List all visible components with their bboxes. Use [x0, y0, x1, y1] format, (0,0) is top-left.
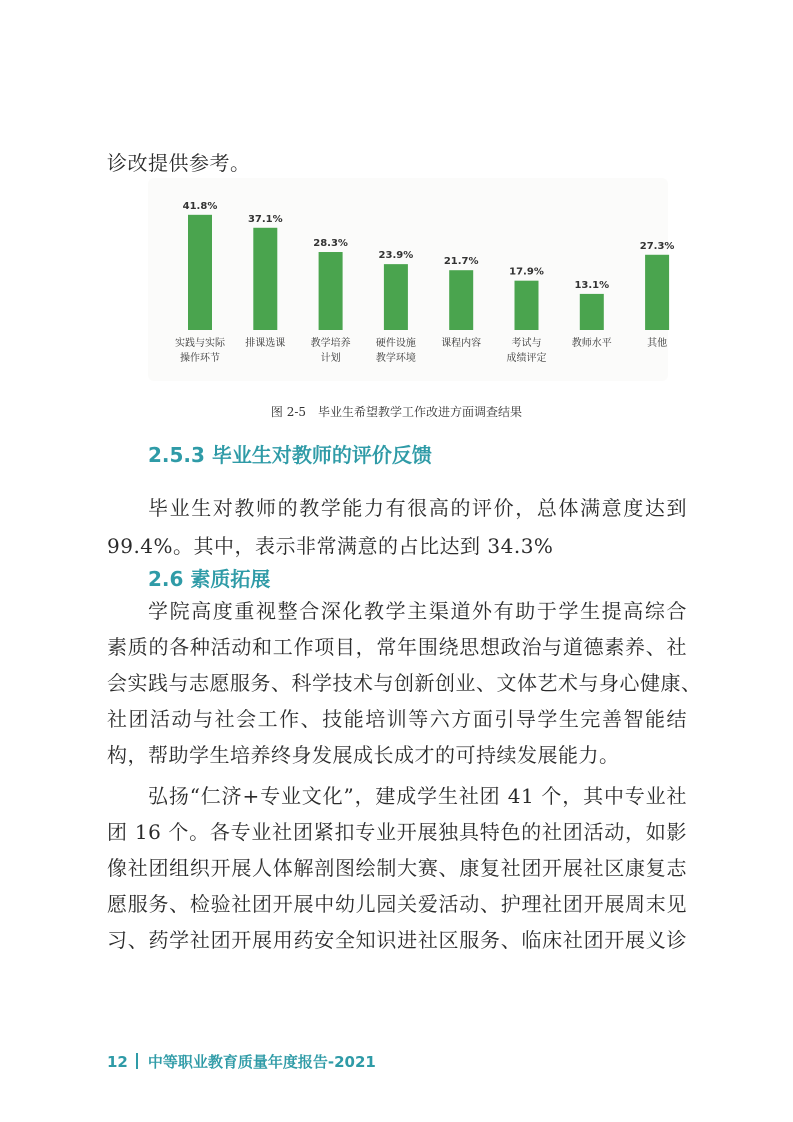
category-label: 排课选课 [245, 338, 286, 349]
figure-caption: 图 2-5 毕业生希望教学工作改进方面调查结果 [270, 405, 523, 419]
category-label: 教师水平 [571, 338, 612, 349]
body-line: 99.4%。其中，表示非常满意的占比达到 34.3% [107, 534, 554, 558]
bar-value-label: 13.1% [574, 279, 610, 291]
bar [645, 255, 669, 330]
footer-divider [136, 1053, 138, 1069]
body-line: 会实践与志愿服务、科学技术与创新创业、文体艺术与身心健康、 [107, 671, 702, 695]
body-line: 构，帮助学生培养终身发展成长成才的可持续发展能力。 [107, 743, 620, 767]
body-line: 社团活动与社会工作、技能培训等六方面引导学生完善智能结 [107, 707, 687, 731]
section-2-5-3-heading: 2.5.3 毕业生对教师的评价反馈 [148, 443, 432, 467]
body-line: 素质的各种活动和工作项目，常年围绕思想政治与道德素养、社 [107, 635, 687, 659]
bar-chart [148, 178, 675, 381]
bar-value-label: 23.9% [378, 250, 414, 262]
body-line: 学院高度重视整合深化教学主渠道外有助于学生提高综合 [148, 599, 687, 623]
body-line: 愿服务、检验社团开展中幼儿园关爱活动、护理社团开展周末见 [107, 892, 687, 916]
page-footer [107, 1051, 376, 1072]
bar [319, 252, 343, 330]
category-label: 考试与 [511, 338, 542, 349]
bar-value-label: 21.7% [443, 256, 479, 268]
bar-chart-svg [148, 178, 675, 381]
bar-value-label: 37.1% [247, 213, 283, 225]
category-label: 计划 [320, 353, 341, 364]
category-label: 教学环境 [375, 353, 416, 364]
category-label: 其他 [647, 338, 668, 349]
category-label: 实践与实际 [175, 338, 225, 349]
body-line: 毕业生对教师的教学能力有很高的评价，总体满意度达到 [148, 496, 687, 520]
bar [384, 264, 408, 330]
bar [580, 294, 604, 330]
category-label: 课程内容 [441, 338, 482, 349]
bar [253, 228, 277, 330]
page-number: 12 [107, 1053, 128, 1071]
report-title: 中等职业教育质量年度报告-2021 [147, 1053, 376, 1071]
bar-value-label: 28.3% [313, 238, 348, 250]
body-line: 团 16 个。各专业社团紧扣专业开展独具特色的社团活动，如影 [107, 820, 687, 844]
category-label: 操作环节 [180, 353, 220, 364]
bar-value-label: 41.8% [182, 200, 218, 212]
bar [449, 270, 473, 330]
section-2-6-heading: 2.6 素质拓展 [148, 567, 271, 591]
body-line: 习、药学社团开展用药安全知识进社区服务、临床社团开展义诊 [107, 928, 687, 952]
bar-value-label: 17.9% [509, 266, 544, 278]
category-label: 教学培养 [310, 338, 351, 349]
body-line: 弘扬“仁济+专业文化”，建成学生社团 41 个，其中专业社 [148, 784, 687, 808]
category-label: 成绩评定 [506, 353, 547, 364]
bar [515, 281, 539, 330]
bar [188, 215, 212, 330]
intro-line: 诊改提供参考。 [107, 151, 251, 175]
body-line: 像社团组织开展人体解剖图绘制大赛、康复社团开展社区康复志 [107, 856, 687, 880]
bar-value-label: 27.3% [639, 240, 675, 252]
category-label: 硬件设施 [375, 338, 416, 349]
